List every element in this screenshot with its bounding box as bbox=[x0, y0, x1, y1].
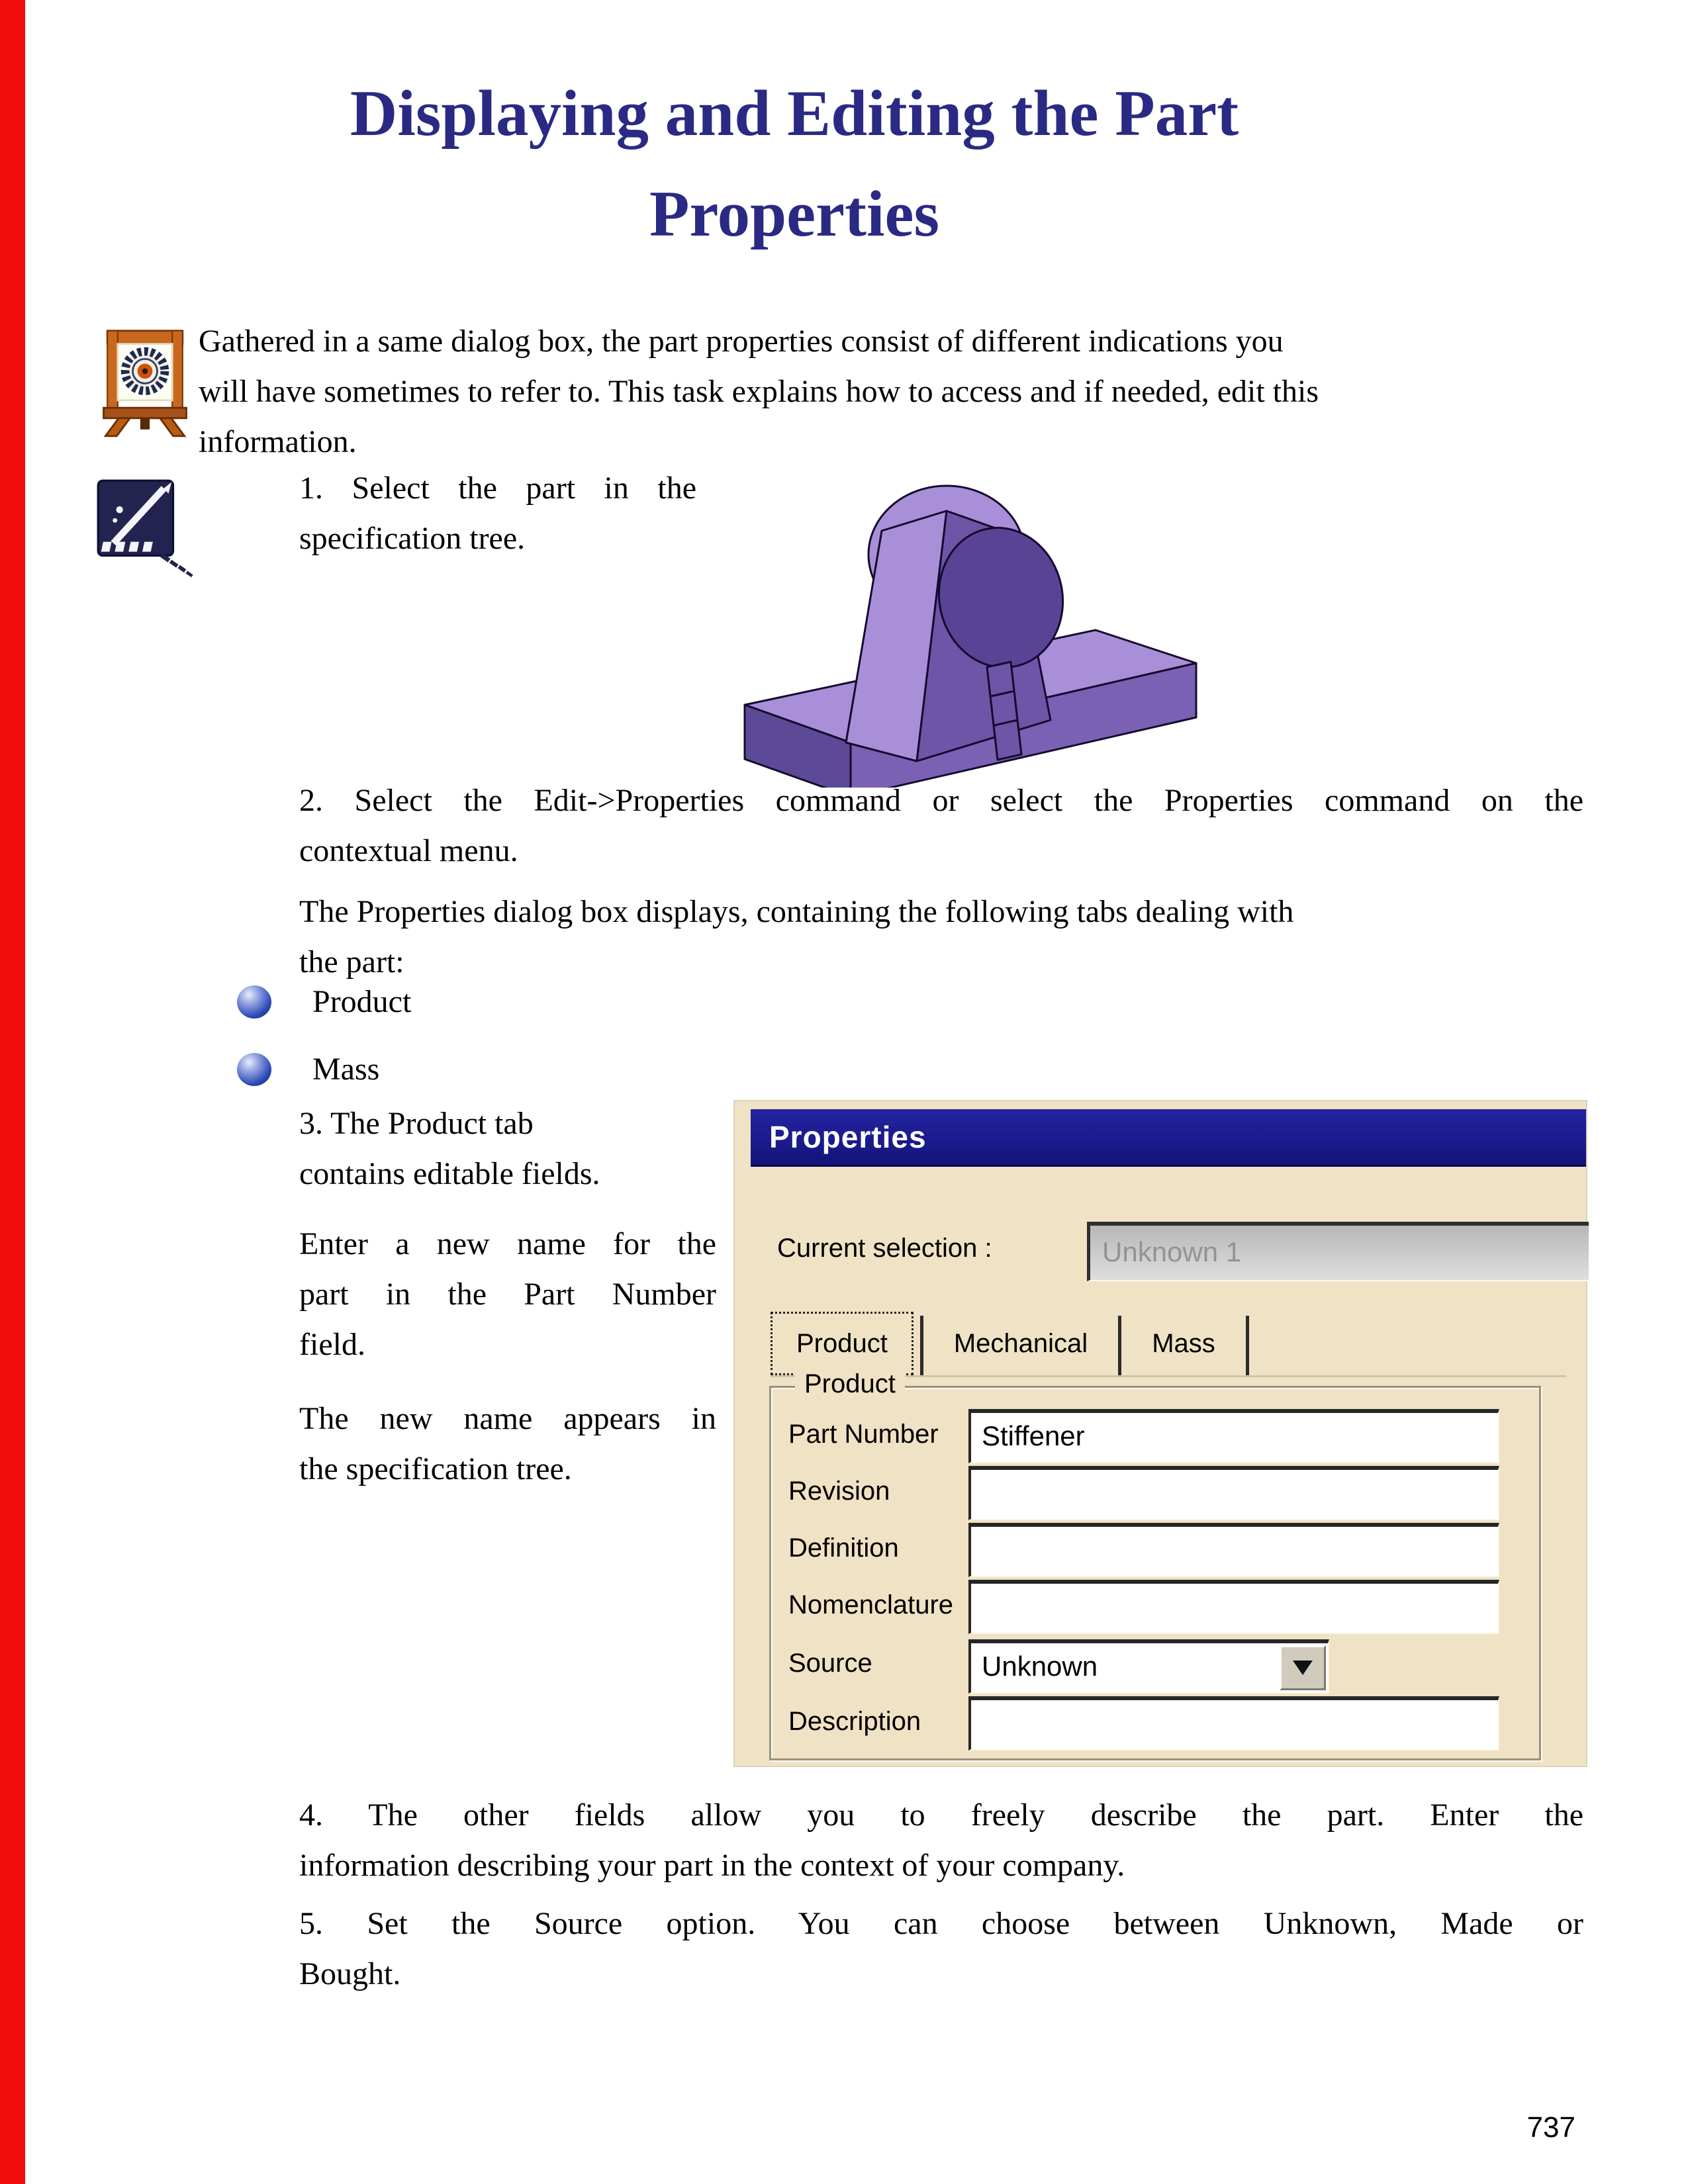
dialog-intro-line2: the part: bbox=[299, 944, 404, 979]
dialog-tabs bbox=[771, 1312, 1256, 1375]
step2-line2: contextual menu. bbox=[299, 833, 518, 868]
page-title bbox=[99, 64, 1489, 265]
source-dropdown[interactable] bbox=[968, 1639, 1329, 1694]
tab-separator bbox=[1246, 1316, 1249, 1375]
properties-dialog bbox=[733, 1100, 1587, 1767]
intro-line2: will have sometimes to refer to. This task explains how to access and if needed, edit this bbox=[199, 374, 1319, 409]
dialog-intro-line1: The Properties dialog box displays, containing the following tabs dealing with bbox=[299, 894, 1294, 929]
dialog-title: Properties bbox=[769, 1120, 927, 1154]
part-3d-image bbox=[718, 457, 1215, 788]
dialog-intro-paragraph bbox=[299, 887, 1583, 987]
target-icon bbox=[98, 330, 192, 438]
tab-separator bbox=[920, 1316, 923, 1375]
intro-line1: Gathered in a same dialog box, the part properties consist of different indications you bbox=[199, 324, 1284, 359]
step3b-line2: part in the Part Number bbox=[299, 1277, 716, 1312]
step3c-line2: the specification tree. bbox=[299, 1451, 572, 1486]
chevron-down-icon bbox=[1293, 1661, 1313, 1675]
step4-line2: information describing your part in the context of your company. bbox=[299, 1848, 1125, 1883]
step4-line1: 4. The other fields allow you to freely describe the part. Enter the bbox=[299, 1797, 1583, 1833]
bullet-ball-icon bbox=[237, 985, 271, 1019]
product-group-box bbox=[769, 1369, 1541, 1760]
tab-mechanical[interactable]: Mechanical bbox=[953, 1328, 1088, 1358]
intro-line3: information. bbox=[199, 424, 357, 459]
step2-paragraph bbox=[299, 776, 1583, 876]
scenario-icon bbox=[97, 479, 196, 578]
step5-paragraph bbox=[299, 1899, 1583, 1999]
tab-mass[interactable]: Mass bbox=[1152, 1328, 1215, 1358]
bullet-label-product: Product bbox=[312, 984, 412, 1019]
step3b-line1: Enter a new name for the bbox=[299, 1226, 716, 1261]
step1-paragraph bbox=[299, 463, 696, 564]
page-title-line1: Displaying and Editing the Part bbox=[350, 77, 1239, 150]
part-number-input[interactable]: Stiffener bbox=[968, 1409, 1499, 1463]
current-selection-label: Current selection : bbox=[777, 1234, 992, 1263]
revision-label: Revision bbox=[788, 1477, 890, 1506]
step5-line2: Bought. bbox=[299, 1956, 401, 1991]
step3-line1: 3. The Product tab bbox=[299, 1106, 534, 1141]
current-selection-input[interactable]: Unknown 1 bbox=[1087, 1222, 1589, 1281]
tab-product[interactable]: Product bbox=[771, 1312, 914, 1375]
step3-line2: contains editable fields. bbox=[299, 1156, 600, 1191]
source-dropdown-value: Unknown bbox=[982, 1651, 1098, 1682]
step3b-paragraph bbox=[299, 1219, 716, 1370]
step1-line1: 1. Select the part in the bbox=[299, 471, 696, 506]
page-number: 737 bbox=[1526, 2111, 1575, 2144]
tab-separator bbox=[1118, 1316, 1121, 1375]
intro-paragraph bbox=[199, 316, 1589, 467]
red-accent-bar bbox=[0, 0, 25, 2184]
step3c-line1: The new name appears in bbox=[299, 1401, 716, 1436]
step5-line1: 5. Set the Source option. You can choose between Unknown, Made or bbox=[299, 1906, 1583, 1941]
dialog-titlebar bbox=[751, 1109, 1586, 1167]
bullet-item-mass bbox=[237, 1051, 379, 1087]
definition-input[interactable] bbox=[968, 1523, 1499, 1577]
source-label: Source bbox=[788, 1649, 872, 1678]
bullet-label-mass: Mass bbox=[312, 1052, 380, 1087]
step1-line2: specification tree. bbox=[299, 521, 526, 556]
nomenclature-label: Nomenclature bbox=[788, 1590, 954, 1619]
description-label: Description bbox=[788, 1707, 921, 1736]
dropdown-button[interactable] bbox=[1280, 1645, 1326, 1690]
description-input[interactable] bbox=[968, 1696, 1499, 1751]
nomenclature-input[interactable] bbox=[968, 1580, 1499, 1634]
step2-line1: 2. Select the Edit->Properties command or select the Properties command on the bbox=[299, 783, 1583, 818]
step3-paragraph bbox=[299, 1099, 710, 1199]
revision-input[interactable] bbox=[968, 1466, 1499, 1520]
product-group-label: Product bbox=[795, 1369, 905, 1399]
definition-label: Definition bbox=[788, 1533, 899, 1563]
bullet-ball-icon bbox=[237, 1053, 271, 1086]
page-title-line2: Properties bbox=[649, 178, 939, 250]
part-number-label: Part Number bbox=[788, 1420, 939, 1449]
step3c-paragraph bbox=[299, 1394, 716, 1494]
step3b-line3: field. bbox=[299, 1327, 365, 1362]
bullet-item-product bbox=[237, 983, 411, 1020]
step4-paragraph bbox=[299, 1790, 1583, 1891]
